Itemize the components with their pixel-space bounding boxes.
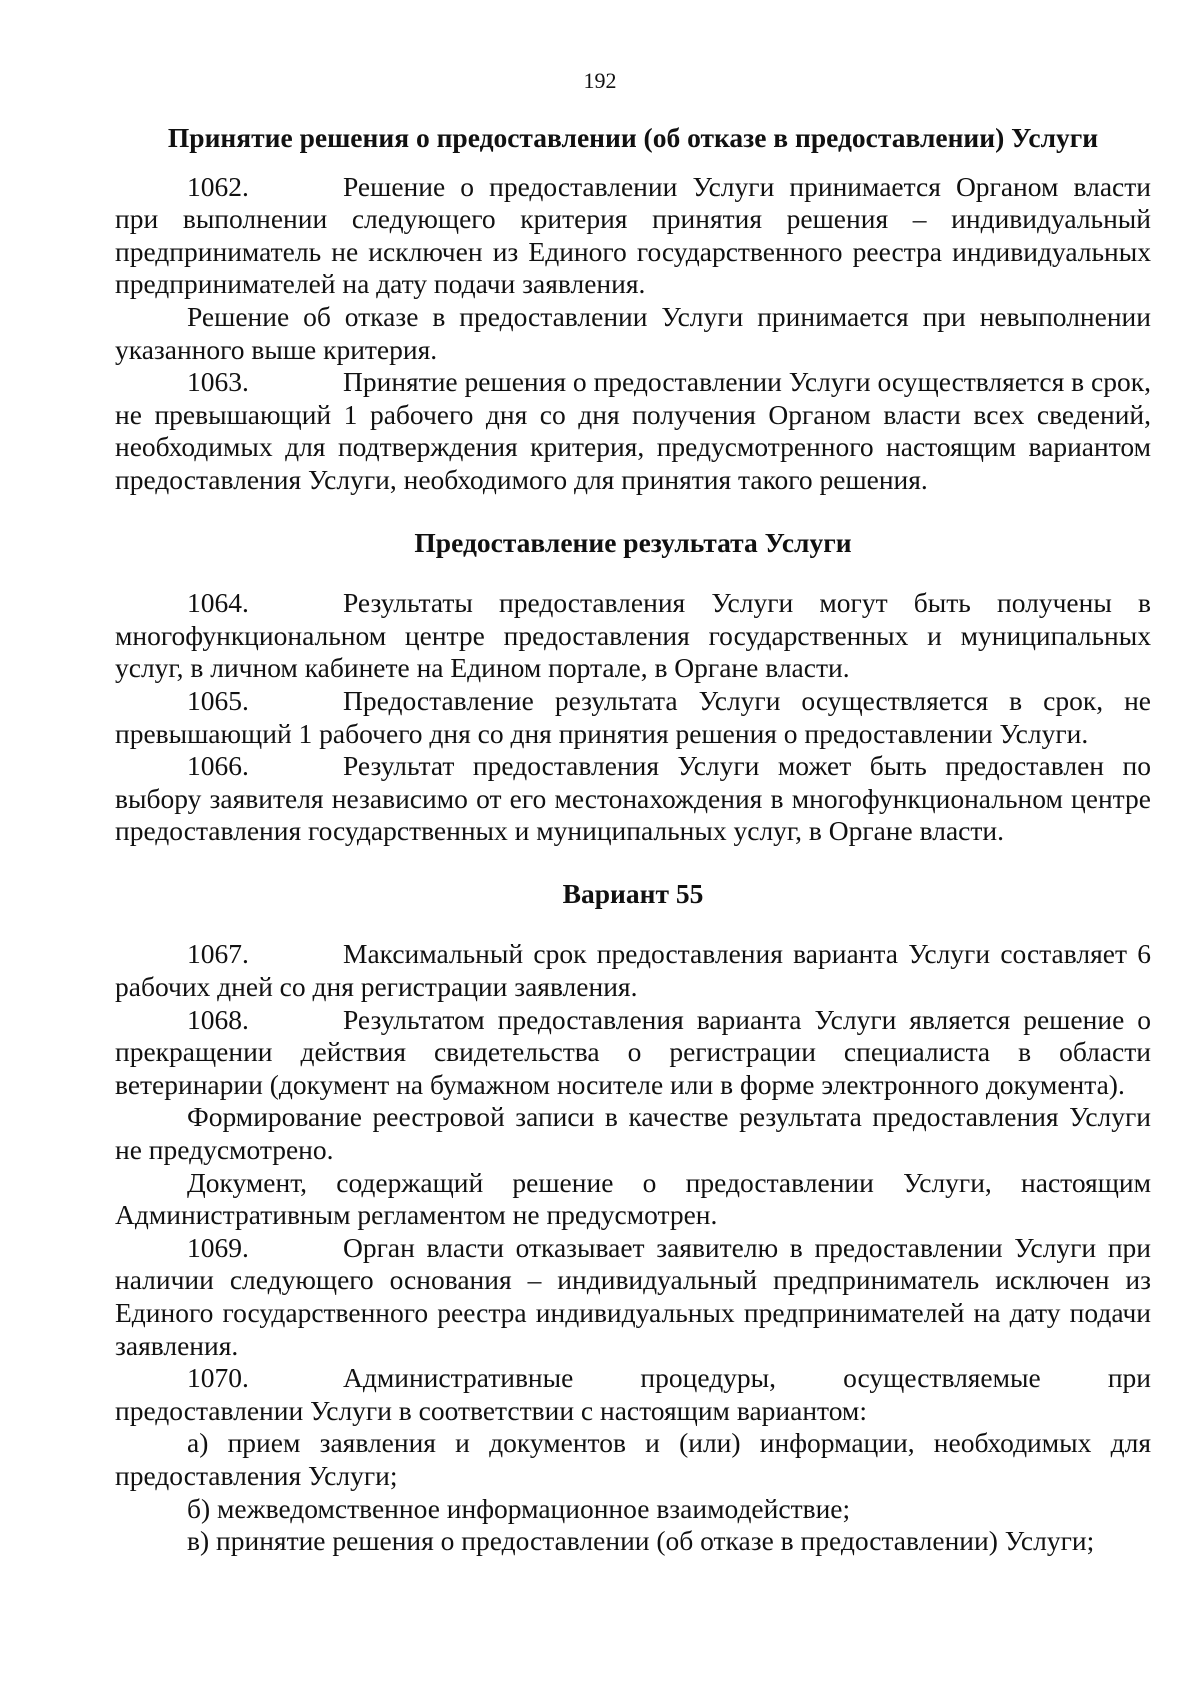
paragraph-1067	[115, 938, 1151, 1003]
paragraph-number: 1065.	[187, 684, 249, 716]
paragraph-text: Административные процедуры, осуществляемые при предоставлении Услуги в соответствии с настоящим вариантом:	[115, 1362, 1151, 1426]
page-number: 192	[583, 68, 617, 93]
paragraph-number: 1062.	[187, 170, 249, 202]
paragraph-text: Результаты предоставления Услуги могут быть получены в многофункциональном центре предоставления государственных и муниципальных услуг, в личном кабинете на Едином портале, в Органе власти.	[115, 587, 1151, 684]
paragraph-text: Предоставление результата Услуги осуществляется в срок, не превышающий 1 рабочего дня со дня принятия решения о предоставлении Услуги.	[115, 684, 1151, 749]
paragraph-1062	[115, 171, 1151, 301]
paragraph-number: 1069.	[187, 1231, 249, 1263]
paragraph-1063	[115, 366, 1151, 496]
paragraph-document: Документ, содержащий решение о предоставлении Услуги, настоящим Административным регламентом не предусмотрен.	[115, 1166, 1151, 1231]
section-heading-result: Предоставление результата Услуги	[414, 526, 852, 558]
paragraph-refusal: Решение об отказе в предоставлении Услуги принимается при невыполнении указанного выше критерия.	[115, 300, 1151, 365]
paragraph-text: Результат предоставления Услуги может быть предоставлен по выбору заявителя независимо от его местонахождения в многофункциональном центре предоставления государственных и муниципальных услуг, в Органе власти.	[115, 750, 1151, 847]
paragraph-1065	[115, 685, 1151, 750]
section-heading-decision: Принятие решения о предоставлении (об отказе в предоставлении) Услуги	[167, 122, 1099, 153]
paragraph-text: Принятие решения о предоставлении Услуги осуществляется в срок, не превышающий 1 рабочего дня со дня получения Органом власти всех сведений, необходимых для подтверждения критерия, предусмотренного настоящим вариантом предоставления Услуги, необходимого для принятия такого решения.	[115, 366, 1151, 495]
list-item-b: б) межведомственное информационное взаимодействие;	[187, 1492, 851, 1524]
paragraph-number: 1066.	[187, 750, 249, 782]
paragraph-number: 1068.	[187, 1003, 249, 1035]
paragraph-number: 1063.	[187, 366, 249, 398]
paragraph-number: 1064.	[187, 587, 249, 619]
section-heading-variant: Вариант 55	[562, 877, 704, 909]
paragraph-1070	[115, 1362, 1151, 1427]
paragraph-text: Решение о предоставлении Услуги принимается Органом власти при выполнении следующего критерия принятия решения – индивидуальный предприниматель не исключен из Единого государственного реестра индивидуальных предпринимателей на дату подачи заявления.	[115, 170, 1151, 300]
paragraph-1066	[115, 750, 1151, 848]
paragraph-number: 1067.	[187, 938, 249, 970]
paragraph-1068	[115, 1004, 1151, 1102]
paragraph-number: 1070.	[187, 1362, 249, 1394]
paragraph-1064	[115, 587, 1151, 685]
paragraph-registry-record: Формирование реестровой записи в качестве результата предоставления Услуги не предусмотрено.	[115, 1101, 1151, 1166]
paragraph-text: Максимальный срок предоставления варианта Услуги составляет 6 рабочих дней со дня регистрации заявления.	[115, 938, 1151, 1003]
paragraph-1069	[115, 1232, 1151, 1362]
paragraph-text: Результатом предоставления варианта Услуги является решение о прекращении действия свидетельства о регистрации специалиста в области ветеринарии (документ на бумажном носителе или в форме электронного документа).	[115, 1003, 1151, 1100]
paragraph-text: Орган власти отказывает заявителю в предоставлении Услуги при наличии следующего основания – индивидуальный предприниматель исключен из Единого государственного реестра индивидуальных предпринимателей на дату подачи заявления.	[115, 1231, 1151, 1361]
document-body	[115, 122, 1151, 1558]
list-item-a: а) прием заявления и документов и (или) информации, необходимых для предоставления Услуги;	[115, 1427, 1151, 1491]
list-item-v: в) принятие решения о предоставлении (об отказе в предоставлении) Услуги;	[187, 1525, 1095, 1557]
